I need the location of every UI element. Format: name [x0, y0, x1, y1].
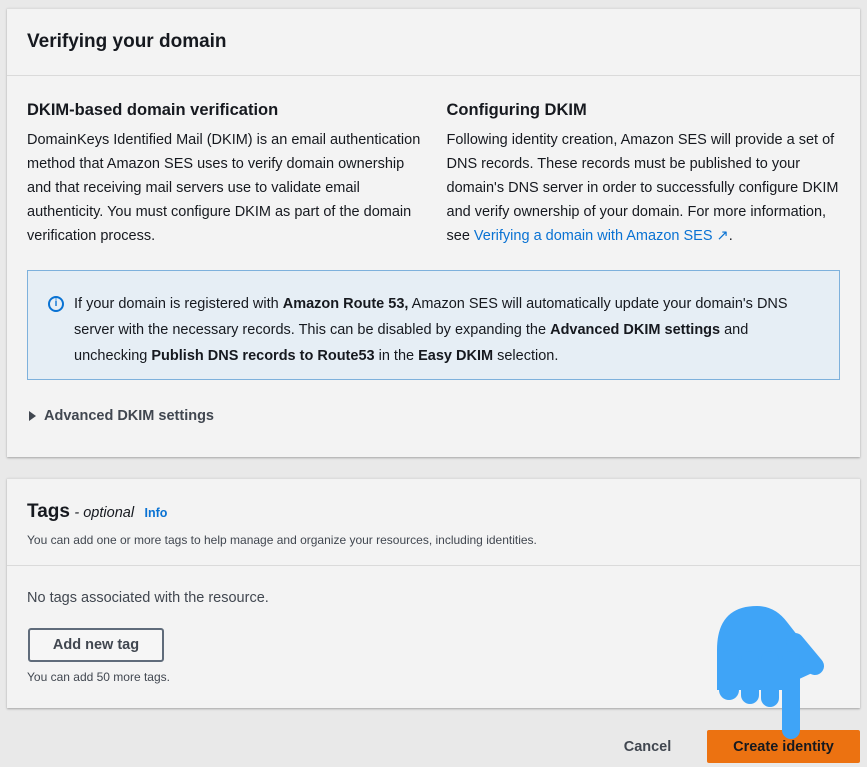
no-tags-text: No tags associated with the resource. [27, 590, 269, 606]
dkim-text: DomainKeys Identified Mail (DKIM) is an email authentication method that Amazon SES uses to verify domain ownership and that receiving mail servers use to validate email authenticity. You must configure DKIM as part of the domain verification process. [27, 132, 421, 244]
advanced-label: Advanced DKIM settings [44, 408, 214, 424]
config-text-body: Following identity creation, Amazon SES will provide a set of DNS records. These records must be published to your domain's DNS server in order to successfully configure DKIM and verify ownership of your domain. For more information, see [446, 132, 839, 244]
caret-right-icon [29, 411, 36, 421]
dkim-heading: DKIM-based domain verification [27, 101, 279, 119]
advanced-dkim-settings-toggle[interactable] [29, 408, 860, 424]
tags-title: Tags [27, 501, 70, 522]
create-identity-button[interactable]: Create identity [707, 730, 860, 763]
add-new-tag-button[interactable]: Add new tag [28, 628, 164, 662]
pointing-hand-icon [715, 600, 835, 740]
info-alert [27, 270, 840, 380]
alert-text: If your domain is registered with Amazon Route 53, Amazon SES will automatically update your domain's DNS server with the necessary records. This can be disabled by expanding the Advanced DKIM settings and unchecking Publish DNS records to Route53 in the Easy DKIM selection. [74, 296, 788, 364]
verify-domain-link[interactable] [474, 228, 729, 244]
config-text: Following identity creation, Amazon SES will provide a set of DNS records. These records must be published to your domain's DNS server in order to successfully configure DKIM and verify ownership of your domain. For more information, see Verifying a domain with Amazon SES ↗. [446, 132, 839, 244]
panel-title: Verifying your domain [27, 31, 227, 52]
external-link-icon: ↗ [716, 228, 729, 244]
verifying-domain-panel [7, 8, 860, 457]
link-label: Verifying a domain with Amazon SES [473, 228, 713, 244]
dkim-section [27, 98, 421, 248]
optional-label: - optional [74, 505, 135, 521]
tags-limit-note: You can add 50 more tags. [27, 670, 170, 684]
cancel-button[interactable]: Cancel [623, 738, 672, 755]
config-heading: Configuring DKIM [446, 101, 587, 119]
configuring-dkim-section [447, 98, 841, 248]
info-icon: i [48, 296, 64, 312]
info-link[interactable]: Info [144, 506, 168, 520]
tags-description: You can add one or more tags to help manage and organize your resources, including identities. [27, 533, 537, 547]
